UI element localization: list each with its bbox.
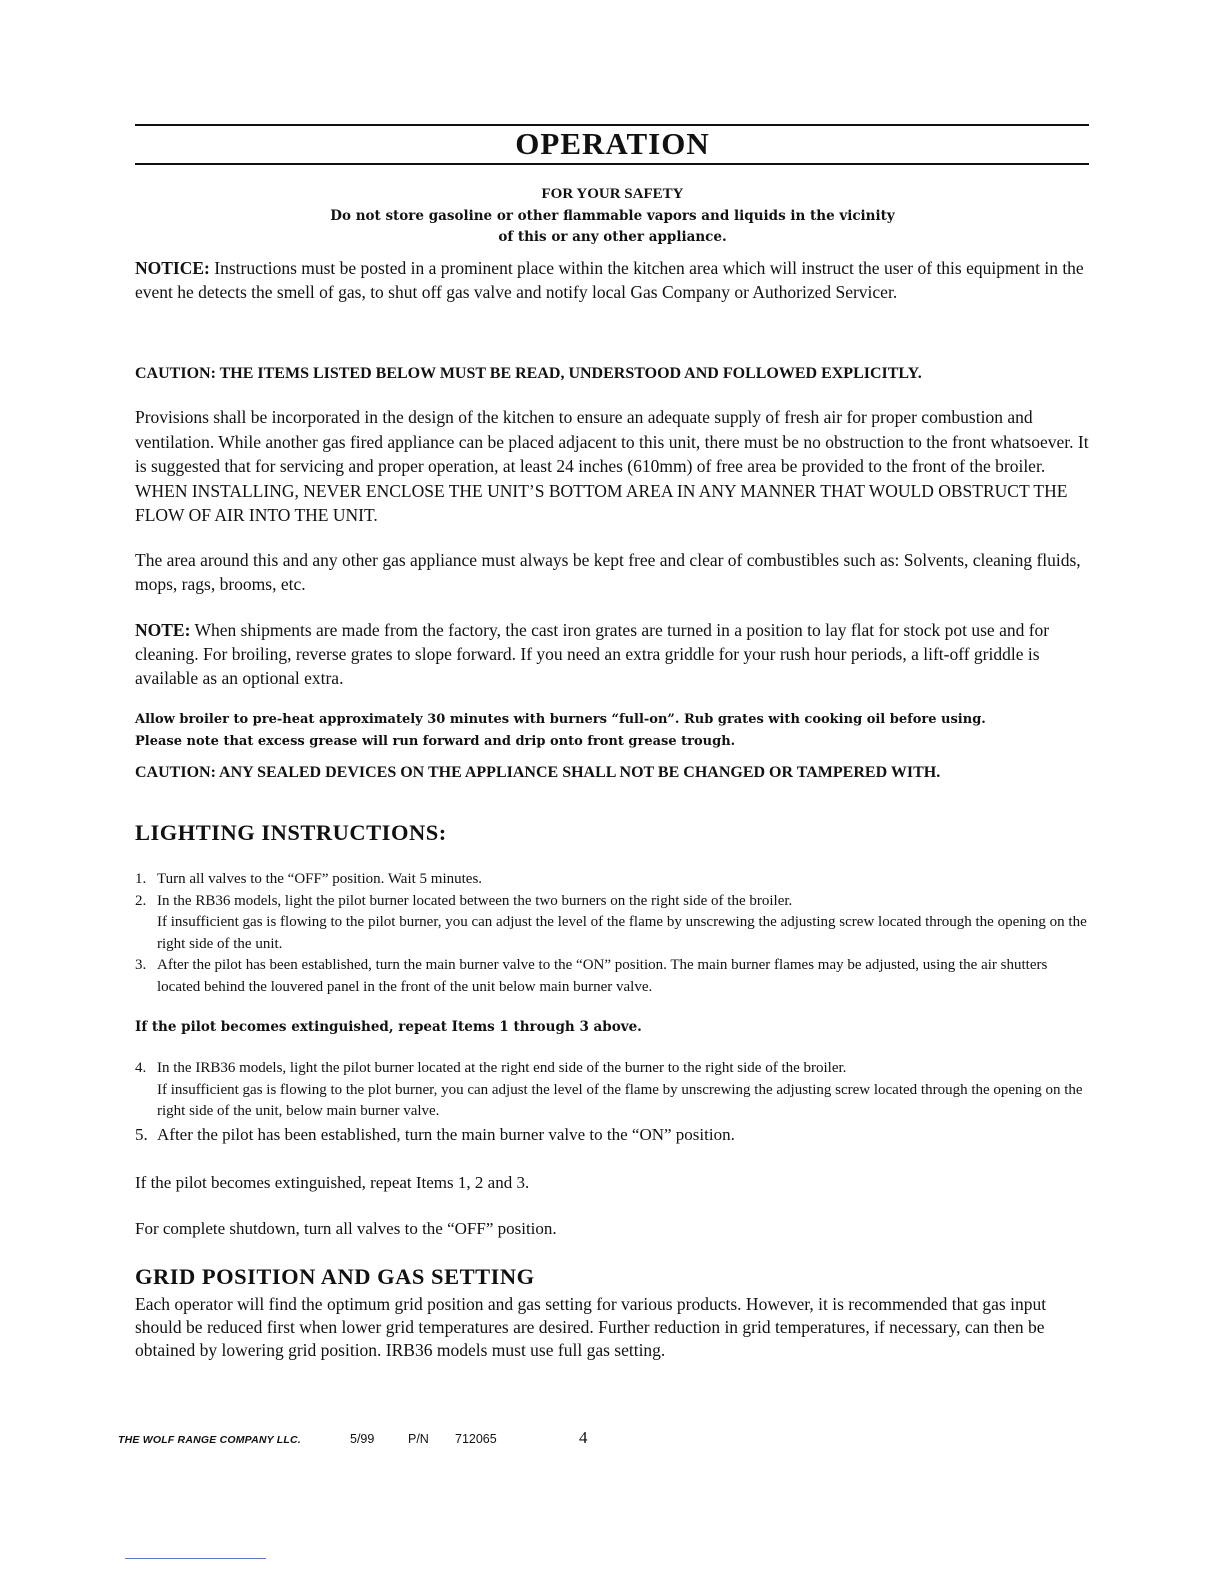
step-text: In the RB36 models, light the pilot burner located between the two burners on the right side of the broiler. (157, 892, 793, 909)
step-text: Turn all valves to the “OFF” position. Wait 5 minutes. (157, 871, 483, 887)
lighting-steps-part-1 (135, 869, 1089, 998)
provisions-paragraph: Provisions shall be incorporated in the design of the kitchen to ensure an adequate supply of fresh air for proper combustion and ventilation. While another gas fired appliance can be placed adjacent to this unit, there must be no obstruction to the front whatsoever. It is suggested that for servicing and proper operation, at least 24 inches (610mm) of free area be provided to the front of the broiler. WHEN INSTALLING, NEVER ENCLOSE THE UNIT’S BOTTOM AREA IN ANY MANNER THAT WOULD OBSTRUCT THE FLOW OF AIR INTO THE UNIT. (135, 407, 1089, 525)
notice-label: NOTICE: (135, 258, 210, 278)
preheat-line-2: Please note that excess grease will run forward and drip onto front grease trough. (135, 734, 736, 749)
grid-heading: GRID POSITION AND GAS SETTING (135, 1264, 535, 1289)
footer-date: 5/99 (350, 1432, 375, 1446)
repeat-items-plain: If the pilot becomes extinguished, repeat Items 1, 2 and 3. (135, 1173, 530, 1192)
lighting-step (135, 955, 1089, 998)
lighting-heading: LIGHTING INSTRUCTIONS: (135, 820, 447, 845)
grid-paragraph: Each operator will find the optimum grid position and gas setting for various products. However, it is recommended that gas input should be reduced first when lower grid temperatures are desired. Further reduction in grid temperatures, if necessary, can then be obtained by lowering grid position. IRB36 models must use full gas setting. (135, 1294, 1047, 1360)
preheat-instructions (135, 709, 1089, 753)
note-label: NOTE: (135, 620, 191, 640)
notice-text: Instructions must be posted in a prominent place within the kitchen area which will instruct the user of this equipment in the event he detects the smell of gas, to shut off gas valve and notify local Gas Company or Authorized Servicer. (135, 258, 1084, 302)
note-paragraph (135, 618, 1089, 690)
safety-line-2: of this or any other appliance. (498, 229, 727, 245)
preheat-line-1: Allow broiler to pre-heat approximately 30 minutes with burners “full-on”. Rub grates with cooking oil before using. (135, 712, 986, 727)
bottom-link-line (125, 1558, 266, 1559)
page-number: 4 (579, 1428, 588, 1447)
step-text: If insufficient gas is flowing to the plot burner, you can adjust the level of the flame by unscrewing the adjusting screw located through the opening on the right side of the unit, below main burner valve. (157, 1081, 1083, 1119)
step-text: After the pilot has been established, turn the main burner valve to the “ON” position. The main burner flames may be adjusted, using the air shutters located behind the louvered panel in the front of the unit below main burner valve. (157, 957, 1048, 995)
caution-tamper: CAUTION: ANY SEALED DEVICES ON THE APPLIANCE SHALL NOT BE CHANGED OR TAMPERED WITH. (135, 764, 941, 781)
step-number: 4. (135, 1060, 147, 1076)
title-underline (135, 163, 1089, 165)
part-number-label: P/N (408, 1432, 429, 1446)
page-footer (118, 1428, 588, 1448)
step-text: After the pilot has been established, turn the main burner valve to the “ON” position. (157, 1124, 735, 1144)
step-text: If insufficient gas is flowing to the pilot burner, you can adjust the level of the flame by unscrewing the adjusting screw located through the opening on the right side of the unit. (157, 914, 1087, 952)
step-number: 2. (135, 892, 147, 909)
step-number: 1. (135, 871, 147, 887)
notice-paragraph (135, 256, 1089, 304)
lighting-step (135, 1058, 1089, 1123)
caution-read-explicitly: CAUTION: THE ITEMS LISTED BELOW MUST BE READ, UNDERSTOOD AND FOLLOWED EXPLICITLY. (135, 365, 922, 382)
company-brand: THE WOLF RANGE COMPANY LLC. (118, 1434, 301, 1446)
step-number: 5. (135, 1124, 148, 1144)
lighting-step (135, 869, 1089, 891)
step-number: 3. (135, 957, 147, 973)
repeat-items-bold: If the pilot becomes extinguished, repeat Items 1 through 3 above. (135, 1019, 642, 1035)
note-text: When shipments are made from the factory, the cast iron grates are turned in a position to lay flat for stock pot use and for cleaning. For broiling, reverse grates to slope forward. If you need an extra griddle for your rush hour periods, a lift-off griddle is available as an optional extra. (135, 620, 1050, 688)
lighting-step (135, 1123, 1089, 1146)
safety-heading: FOR YOUR SAFETY (541, 186, 684, 202)
safety-warning (0, 184, 1225, 248)
step-text: In the IRB36 models, light the pilot burner located at the right end side of the burner to the right side of the broiler. (157, 1060, 847, 1076)
page-title: OPERATION (515, 126, 710, 161)
lighting-step (135, 891, 1089, 956)
lighting-steps-part-2 (135, 1058, 1089, 1146)
shutdown-instruction: For complete shutdown, turn all valves to the “OFF” position. (135, 1219, 557, 1238)
combustibles-paragraph: The area around this and any other gas appliance must always be kept free and clear of combustibles such as: Solvents, cleaning fluids, mops, rags, brooms, etc. (135, 550, 1081, 594)
safety-line-1: Do not store gasoline or other flammable vapors and liquids in the vicinity (330, 208, 895, 224)
part-number: 712065 (455, 1432, 497, 1446)
